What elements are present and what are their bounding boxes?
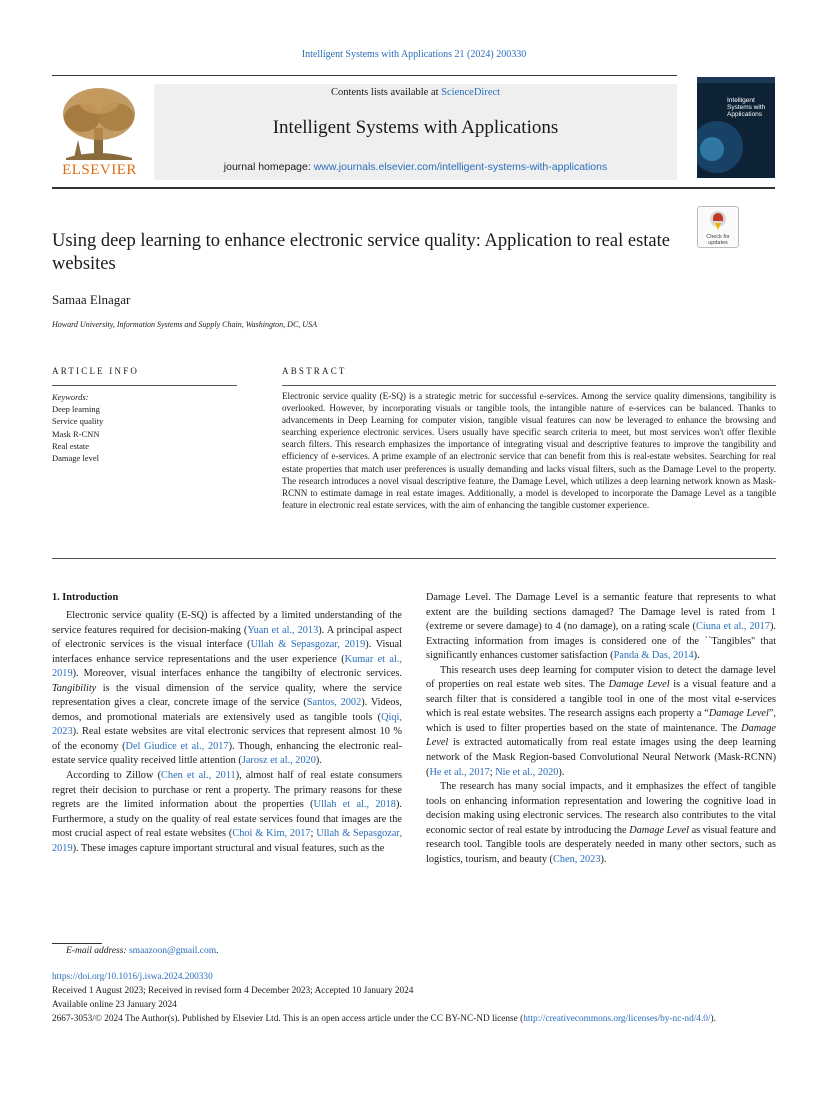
citation-link[interactable]: Kumar et al., 2019	[52, 653, 402, 680]
body-paragraph	[426, 591, 776, 664]
author-name: Samaa Elnagar	[52, 292, 131, 307]
citation-link[interactable]: Chen, 2023	[552, 853, 601, 865]
abstract-heading: ABSTRACT	[282, 366, 347, 376]
sciencedirect-link[interactable]: ScienceDirect	[441, 87, 501, 98]
masthead-top-rule	[52, 75, 677, 76]
keyword-item: Real estate	[52, 440, 90, 451]
author-affiliation: Howard University, Information Systems and Supply Chain, Washington, DC, USA	[52, 320, 317, 329]
text-run: ).	[315, 755, 322, 767]
citation-link[interactable]: Choi & Kim, 2017	[232, 828, 311, 840]
body-column-left	[52, 609, 402, 856]
check-for-updates-badge[interactable]	[697, 206, 739, 248]
text-run: ”, which is used to filter properties based on the state of maintenance. The	[426, 708, 776, 734]
text-run: ).	[693, 650, 700, 662]
homepage-link[interactable]: www.journals.elsevier.com/intelligent-systems-with-applications	[313, 161, 608, 173]
text-run: is extracted automatically from real estate images using the deep learning network of the Mask Region-based Convolutional Neural Network (Mask-RCNN) (	[426, 737, 776, 778]
cover-title: Intelligent Systems with Applications	[727, 97, 766, 118]
text-run: Damage Level. The Damage Level is a semantic feature that represents to what extent are the building sections damaged? The Damage level is rated from 1 (extreme or severe damage) to 4 (no damage), on a rating scale (	[426, 592, 776, 633]
citation-link[interactable]: Jarosz et al., 2020	[241, 755, 316, 767]
publisher-wordmark: ELSEVIER	[62, 162, 137, 178]
text-run: ). Furthermore, a study on the quality of real estate services found that images are the most crucial aspect of real estate websites (	[52, 799, 402, 840]
check-for-updates-label: Check for updates	[706, 234, 730, 246]
author-email-footnote	[66, 946, 218, 956]
emphasis-text: Damage Level	[629, 824, 689, 836]
license-end: ).	[710, 1014, 716, 1024]
license-text: 2667-3053/© 2024 The Author(s). Published by Elsevier Ltd. This is an open access article under the CC BY-NC-ND license (	[52, 1014, 524, 1024]
footnote-rule	[52, 943, 102, 944]
abstract-text: Electronic service quality (E-SQ) is a strategic metric for successful e-services. Among the service quality dimensions, tangibility is overlooked. However, by incorporating visuals or tangible tools, the intangible nature of e-services can be balanced. Thanks to advancements in Deep Learning for computer vision, tangible visual features can now be leveraged to enhance the browsing and searching experience electronic services. Users usually have specific search criteria to meet, but most services won't offer flexible search filters. This research emphasizes the importance of integrating visual and descriptive features to improve the tangibility and efficiency of e-services. A prime example of an electronic service that can benefit from this is real-estate websites. Searching for real estate properties that match user preferences is usually demanding and lacks visual filters, such as the Damage Level to the property. The research introduces a novel visual descriptive feature, the Damage Level, which utilizes a deep learning network known as Mask-RCNN to estimate damage in real estate images. Additionally, a model is developed to incorporate the Damage Level as a tangible feature in electronic real estate services, with the aim of enhancing the tangible customer experience.	[282, 391, 776, 510]
license-statement	[52, 1012, 776, 1026]
journal-cover-thumbnail[interactable]	[697, 77, 775, 178]
homepage-prefix: journal homepage:	[223, 161, 314, 173]
article-title: Using deep learning to enhance electronic service quality: Application to real estate websites	[52, 231, 670, 274]
citation-link[interactable]: Del Giudice et al., 2017	[125, 740, 229, 752]
text-run: ).	[558, 766, 565, 778]
body-paragraph	[52, 609, 402, 769]
text-run: This research uses deep learning for computer vision to detect the damage level of properties on real estate web sites. The	[426, 664, 776, 691]
text-run: ).	[600, 853, 607, 865]
keywords-block	[52, 391, 103, 464]
email-end: .	[216, 946, 219, 956]
text-run: ). Videos, demos, and promotional materials are extensively used as tangible tools (	[52, 697, 402, 723]
text-run: ). Real estate websites are vital electronic services that represent almost 10 % of the economy (	[52, 726, 402, 752]
contents-prefix: Contents lists available at	[330, 87, 442, 98]
text-run: is a visual feature and a search filter that is considered a tangible tool in one of the most vital e-services which is real estate websites. The research assigns each property a “	[426, 679, 777, 720]
body-paragraph	[426, 664, 776, 780]
citation-link[interactable]: Ciuna et al., 2017	[695, 621, 770, 633]
citation-link[interactable]: Panda & Das, 2014	[613, 650, 694, 662]
text-run: is the visual dimension of the service quality, where the service representation gives a clear, concrete image of the service (	[52, 682, 402, 709]
text-run: ). Moreover, visual interfaces enhance the tangibilty of electronic services.	[72, 668, 402, 680]
journal-masthead	[154, 84, 677, 180]
body-paragraph	[426, 780, 776, 867]
citation-link[interactable]: Ullah & Sepasgozar, 2019	[250, 639, 366, 651]
body-column-right	[426, 591, 776, 867]
doi-link[interactable]: https://doi.org/10.1016/j.iswa.2024.200330	[52, 972, 213, 982]
text-run: Electronic service quality (E-SQ) is affected by a limited understanding of the service features required for decision-making (	[52, 610, 402, 636]
crossmark-icon	[709, 210, 727, 232]
citation-link[interactable]: Chen et al., 2011	[161, 770, 236, 782]
body-paragraph	[52, 769, 402, 856]
text-run: ;	[489, 766, 496, 778]
text-run: as visual feature and research tool. Tangible tools are desperately needed in many other sectors, such as logistics, tourism, and beauty (	[426, 824, 776, 865]
email-label: E-mail address:	[66, 946, 129, 956]
article-info-heading: ARTICLE INFO	[52, 366, 140, 376]
text-run: ;	[310, 828, 317, 840]
journal-title: Intelligent Systems with Applications	[272, 117, 559, 138]
keyword-item: Mask R-CNN	[52, 428, 100, 439]
journal-homepage-line	[154, 161, 677, 173]
author-email-link[interactable]: smaazoon@gmail.com	[128, 946, 217, 956]
text-run: The research has many social impacts, and it emphasizes the effect of tangible tools on enhancing information representation and lowering the cognitive load in decision making using electronic services. The research also contributes to the vital economic sector of real estate by introducing the	[426, 781, 776, 836]
keyword-item: Damage level	[52, 453, 99, 464]
article-info-rule	[52, 385, 237, 386]
text-run: ). A principal aspect of electronic services is the visual interface (	[52, 624, 402, 651]
text-run: ). These images capture important structural and visual features, such as the	[72, 842, 385, 854]
citation-link[interactable]: Yuan et al., 2013	[247, 624, 319, 636]
citation-link[interactable]: Qiqi, 2023	[52, 711, 402, 738]
masthead-bottom-rule	[52, 187, 775, 189]
keyword-item: Service quality	[52, 416, 104, 427]
citation-link[interactable]: Ullah & Sepasgozar, 2019	[52, 828, 403, 854]
citation-link[interactable]: Santos, 2002	[306, 697, 362, 709]
bibliographic-info	[52, 970, 776, 1026]
text-run: ). Though, enhancing the electronic real-estate service quality received little attention (	[52, 740, 402, 767]
text-run: ), almost half of real estate consumers regret their decision to purchase or rent a property. The primary reasons for these regrets are the limited information about the properties (	[52, 770, 403, 811]
text-run: ). Extracting information from images is considered one of the ``Tangibles'' that significantly enhances customer satisfaction (	[426, 621, 776, 662]
keywords-label: Keywords:	[52, 392, 89, 402]
citation-link[interactable]: Ullah et al., 2018	[313, 799, 396, 811]
citation-link[interactable]: He et al., 2017	[429, 766, 490, 778]
available-online-date: Available online 23 January 2024	[52, 1000, 177, 1010]
contents-lists-line	[154, 87, 677, 98]
license-link[interactable]: http://creativecommons.org/licenses/by-nc-nd/4.0/	[523, 1014, 711, 1024]
abstract-rule	[282, 385, 776, 386]
emphasis-text: Damage Level	[426, 722, 776, 749]
text-run: ). Visual interfaces enhance service representations and the user experience (	[52, 639, 402, 665]
cover-art-icon	[697, 77, 775, 178]
text-run: According to Zillow (	[66, 770, 162, 782]
received-dates: Received 1 August 2023; Received in revised form 4 December 2023; Accepted 10 January 2024	[52, 986, 414, 996]
elsevier-logo[interactable]	[52, 84, 147, 180]
running-header[interactable]: Intelligent Systems with Applications 21 (2024) 200330	[301, 49, 527, 60]
section-heading-introduction: 1. Introduction	[52, 592, 119, 603]
emphasis-text: Damage Level	[708, 708, 769, 720]
emphasis-text: Tangibility	[52, 682, 97, 694]
citation-link[interactable]: Nie et al., 2020	[495, 766, 559, 778]
keyword-item: Deep learning	[52, 404, 100, 415]
abstract-bottom-rule	[52, 558, 776, 559]
emphasis-text: Damage Level	[608, 679, 670, 691]
